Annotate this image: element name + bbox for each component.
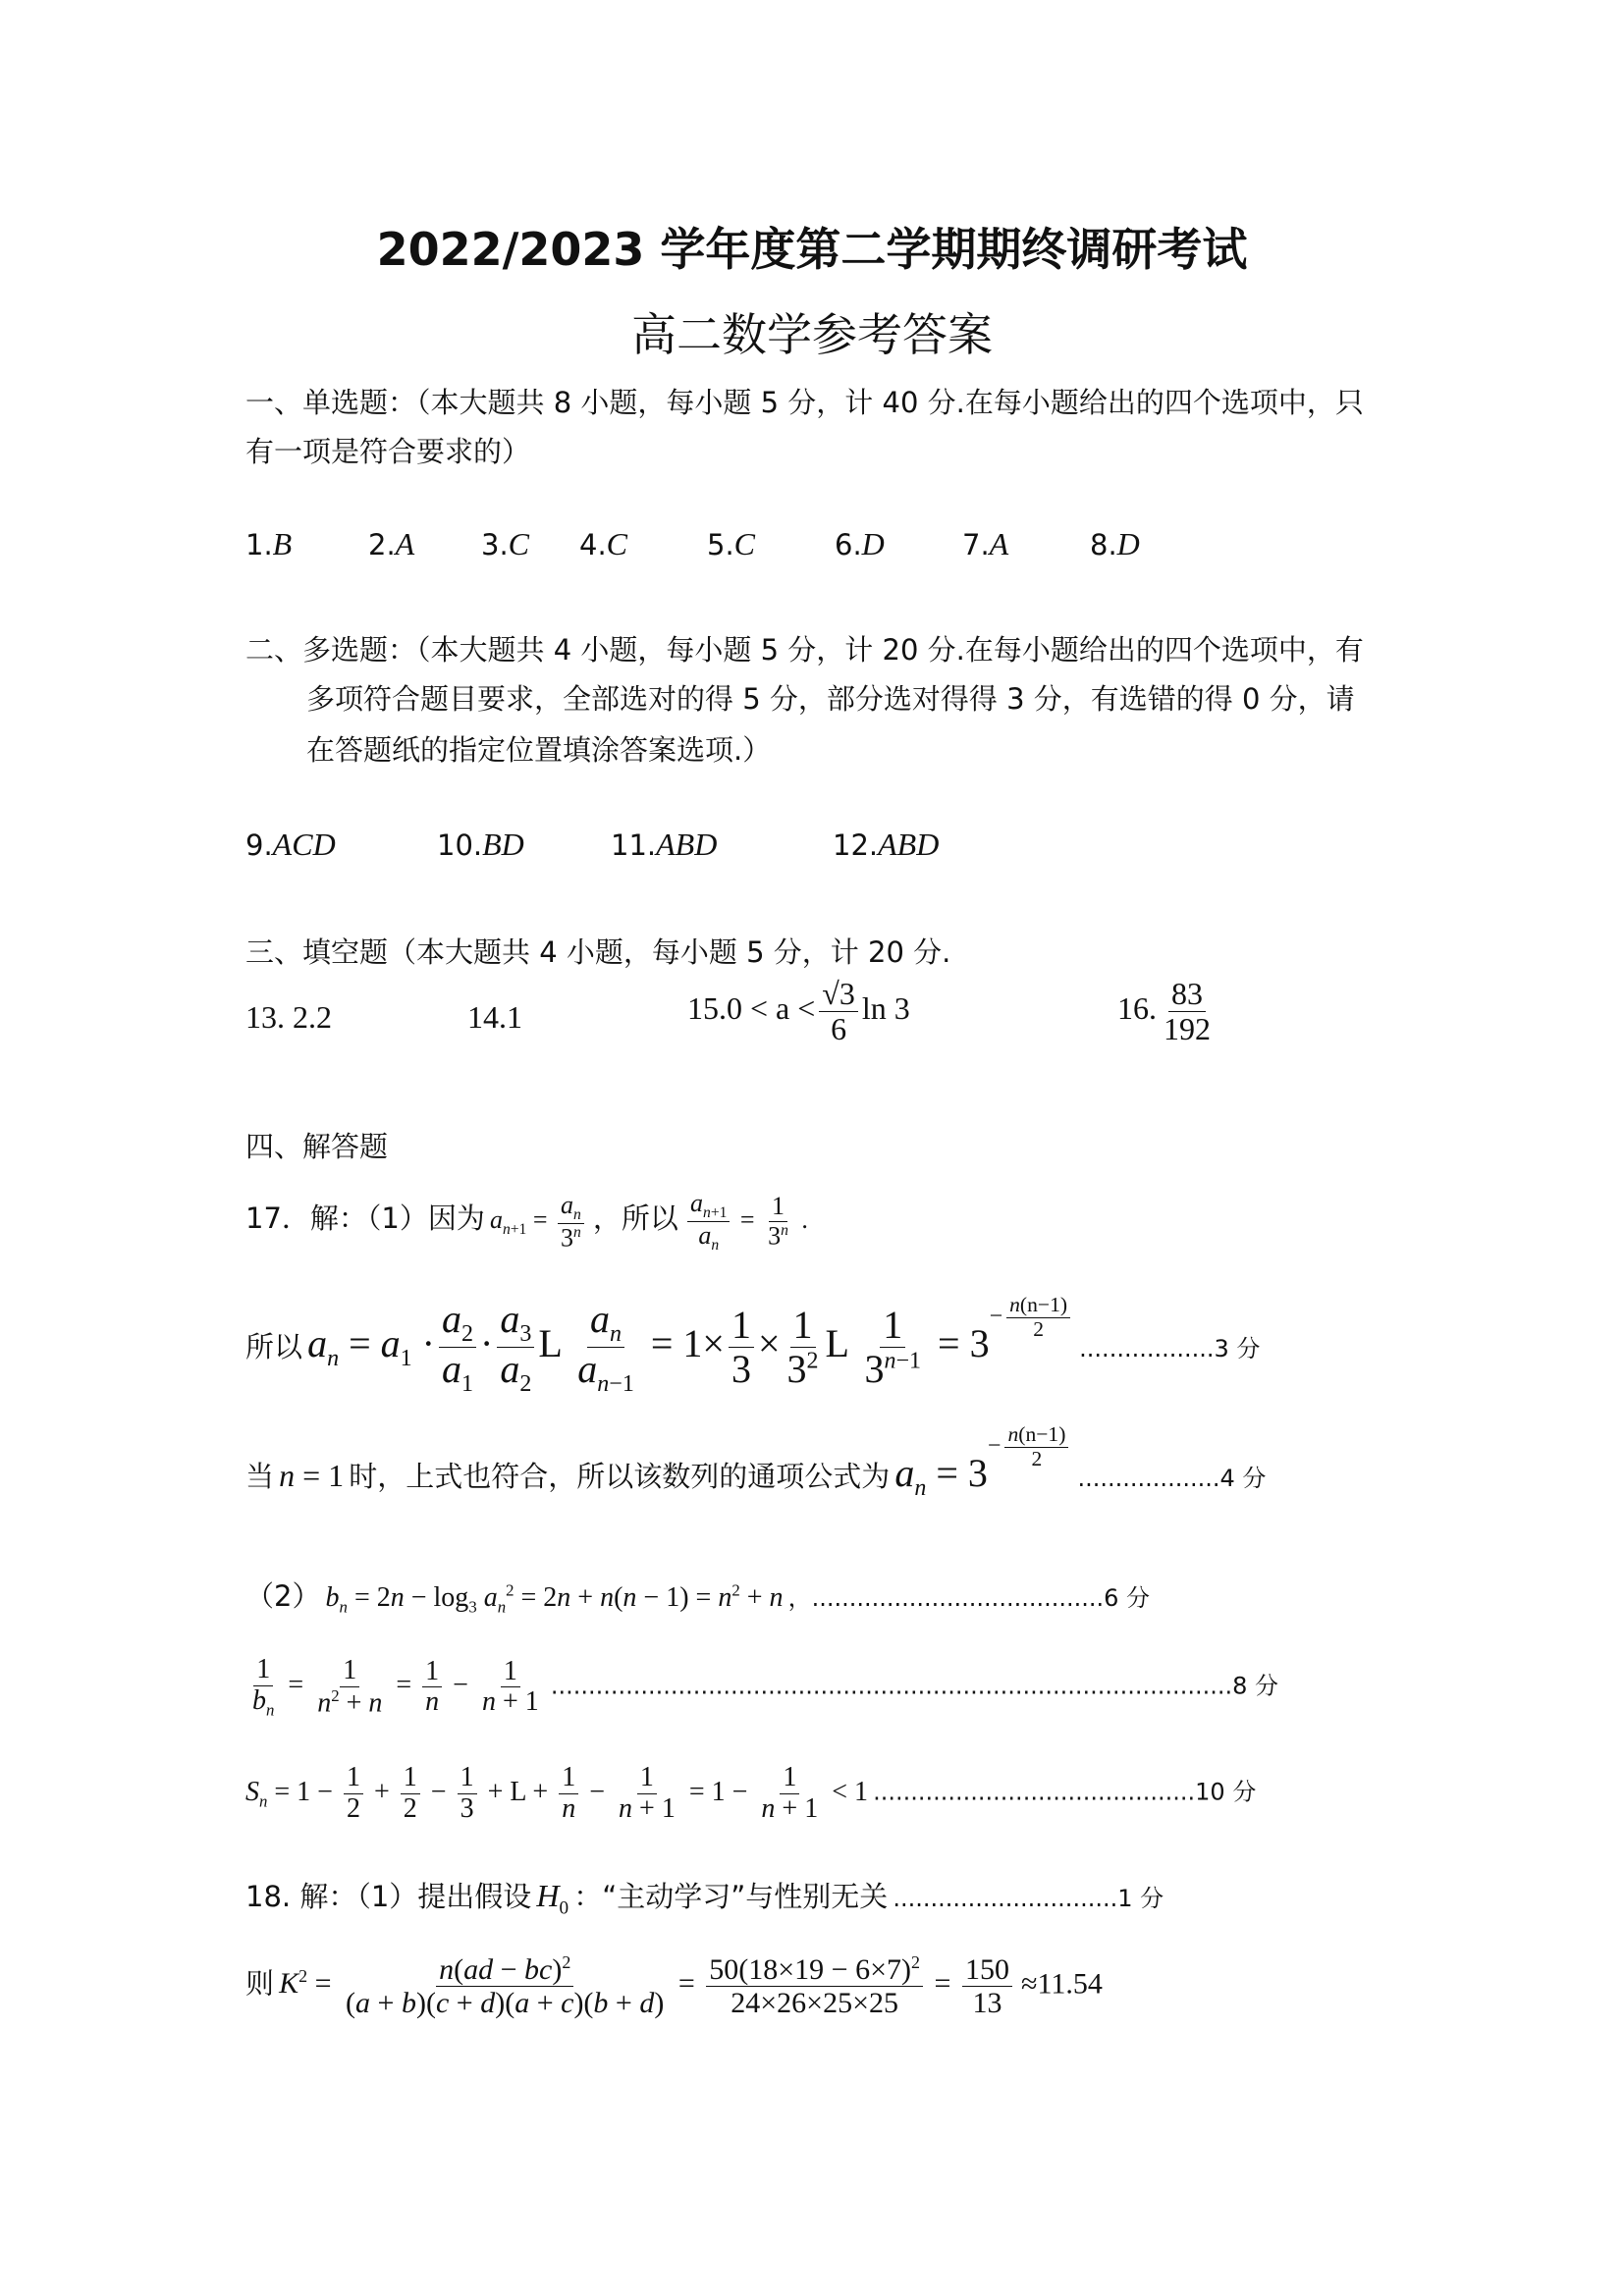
q15-numerator: √3 <box>819 977 858 1012</box>
q17-when: 当 <box>245 1460 275 1494</box>
section1-heading-line1: 一、单选题：（本大题共 8 小题，每小题 5 分，计 40 分.在每小题给出的四个选项中，只 <box>245 386 1364 419</box>
answer-value: A <box>395 526 415 561</box>
score-6: ，.......................................6 分 <box>787 1584 1151 1612</box>
q15-number: 15. <box>687 990 727 1027</box>
q18-intro-line: 18. 解：（1）提出假设 $H_0$ ：“主动学习”与性别无关 ..............................1 分 <box>245 1878 1164 1919</box>
q18-result: ≈11.54 <box>1021 1967 1103 2001</box>
q15-expression: 0 < a < <box>727 990 816 1027</box>
q16-denominator: 192 <box>1164 1011 1211 1047</box>
q16-number: 16. <box>1117 990 1157 1027</box>
answer-value: BD <box>482 827 524 862</box>
answer-value: C <box>606 526 628 561</box>
q13-answer: 13. 2.2 <box>245 999 332 1035</box>
score-1: ..............................1 分 <box>893 1885 1164 1912</box>
page-subtitle: 高二数学参考答案 <box>631 308 993 361</box>
q17-when-tail: 时，上式也符合，所以该数列的通项公式为 <box>349 1460 891 1494</box>
section2-heading-line3: 在答题纸的指定位置填涂答案选项.） <box>306 733 772 767</box>
q18-then: 则 <box>245 1966 275 2001</box>
answer-number: 5. <box>707 528 734 561</box>
answer-value: ABD <box>656 827 718 862</box>
score-3: ..................3 分 <box>1079 1335 1261 1363</box>
q18-chi-square-line: 则 $K^2$ = $\frac{n(ad - bc)^2}{(a + b)(c + d)(a + c)(b + d)}$ = $\frac{50(18\times 19 - 6\times 7)^2}{24\times 26\times 25\times 25}$ = $\frac{150}{13}$ ≈11.54 <box>245 1952 1103 2019</box>
answer-number: 6. <box>835 528 862 561</box>
q14-answer: 14.1 <box>467 999 522 1035</box>
section4-heading: 四、解答题 <box>245 1130 389 1163</box>
answer-number: 11. <box>611 828 657 862</box>
section2-heading-line1: 二、多选题：（本大题共 4 小题，每小题 5 分，计 20 分.在每小题给出的四个选项中，有 <box>245 633 1364 667</box>
q16-answer <box>1117 977 1218 1046</box>
answer-number: 10. <box>437 828 483 862</box>
q18-hypothesis: ：“主动学习”与性别无关 <box>573 1880 889 1913</box>
answer-number: 8. <box>1090 528 1117 561</box>
q15-denominator: 6 <box>831 1011 847 1047</box>
q17-so: ，所以 <box>592 1201 678 1235</box>
answer-number: 7. <box>962 528 990 561</box>
q17-reciprocal-line: $\frac{1}{b_n}$ = $\frac{1}{n^2 + n}$ = $\frac{1}{n}$ − $\frac{1}{n + 1}$ ...........................................................................................8 分 <box>252 1654 1278 1720</box>
score-8: ...........................................................................................8 分 <box>550 1672 1278 1700</box>
q17-when-line: 当 n = 1 时，上式也符合，所以该数列的通项公式为 $a_n = 3^{- \frac{n(n-1)}{2}}$ ...................4 分 <box>245 1422 1267 1502</box>
q17-so2: 所以 <box>245 1330 303 1364</box>
answer-value: C <box>508 526 530 561</box>
answer-number: 4. <box>579 528 607 561</box>
answer-value: B <box>272 526 293 561</box>
q17-intro: 17．解：（1）因为 <box>245 1201 485 1235</box>
score-4: ...................4 分 <box>1077 1465 1267 1493</box>
answer-number: 3. <box>481 528 509 561</box>
q15-answer <box>687 977 910 1046</box>
q15-tail: ln 3 <box>861 990 910 1027</box>
answer-value: D <box>1116 526 1140 561</box>
answer-value: D <box>861 526 885 561</box>
answer-number: 12. <box>833 828 879 862</box>
answer-value: ABD <box>878 827 940 862</box>
q17-part2-line: （2） $b_n = 2n - \log_3 a_n^2 = 2n + n(n - 1) = n^2 + n$ ，.......................................6 分 <box>245 1579 1151 1617</box>
answer-number: 1. <box>245 528 273 561</box>
q18-intro: 18. 解：（1）提出假设 <box>245 1880 532 1913</box>
answer-value: C <box>733 526 756 561</box>
answer-value: ACD <box>272 827 336 862</box>
answer-value: A <box>989 526 1009 561</box>
q17-intro-line: 17．解：（1）因为 $a_{n+1}$ = $\frac{a_n}{3^n}$ ，所以 $\frac{a_{n+1}}{a_n}$ = $\frac{1}{3^n}$ . <box>245 1189 808 1255</box>
answer-number: 9. <box>245 828 273 862</box>
q16-numerator: 83 <box>1168 977 1206 1012</box>
q17-product-line: 所以 $a_n = a_1$ · $\frac{a_2}{a_1}$ · $\frac{a_3}{a_2}$ L $\frac{a_n}{a_{n-1}}$ = 1× $\frac{1}{3}$ × $\frac{1}{3^2}$ L $\frac{1}{3^{n-1}}$ = $3^{- \frac{n(n-1)}{2}}$ ..................3 分 <box>245 1292 1261 1398</box>
section1-heading-line2: 有一项是符合要求的） <box>245 435 531 468</box>
answer-number: 2. <box>368 528 396 561</box>
section2-heading-line2: 多项符合题目要求，全部选对的得 5 分，部分选对得得 3 分，有选错的得 0 分，请 <box>306 682 1355 716</box>
score-10: ...........................................10 分 <box>873 1778 1257 1806</box>
section3-heading: 三、填空题（本大题共 4 小题，每小题 5 分，计 20 分. <box>245 935 951 969</box>
page-title: 2022/2023 学年度第二学期期终调研考试 <box>376 223 1248 276</box>
q17-part2: （2） <box>245 1579 321 1613</box>
q17-sum-line: $S_n = 1$ − $\frac{1}{2}$ + $\frac{1}{2}$ − $\frac{1}{3}$ + L + $\frac{1}{n}$ − $\frac{1}{n + 1}$ = 1 − $\frac{1}{n + 1}$ < 1 ...........................................10 分 <box>245 1762 1257 1824</box>
